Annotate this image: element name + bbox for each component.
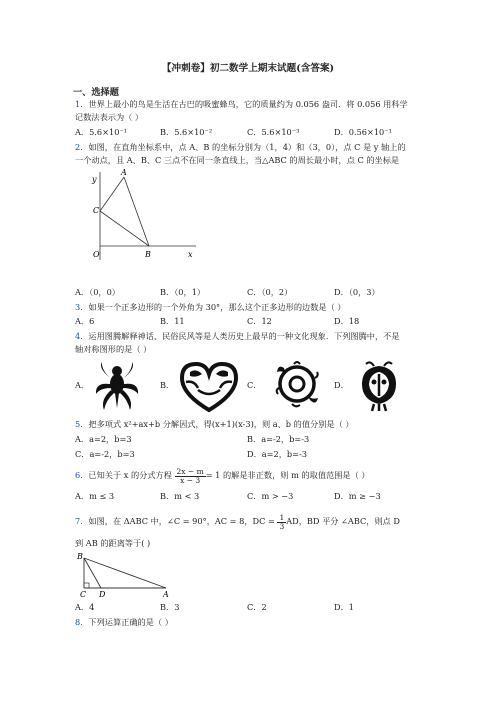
point-a-label: A bbox=[163, 590, 169, 598]
section-heading: 一、选择题 bbox=[73, 87, 119, 98]
option-a: A．（0，0） bbox=[75, 287, 120, 297]
question-1 bbox=[75, 99, 408, 110]
fraction bbox=[277, 514, 286, 531]
question-2-line2: 一个动点，且 A、B、C 三点不在同一条直线上，当△ABC 的周长最小时，点 C 的坐标是 bbox=[75, 155, 400, 165]
totem-dragons-image bbox=[176, 360, 242, 414]
option-a: A．4 bbox=[75, 602, 95, 612]
question-text-cont: = 1 的解是非正数，则 m 的取值范围是（ ） bbox=[205, 470, 370, 480]
point-c-label: C bbox=[80, 590, 87, 598]
question-7 bbox=[75, 511, 400, 531]
option-b: B．a=-2，b=-3 bbox=[247, 434, 310, 444]
option-a: A．5.6×10⁻¹ bbox=[75, 127, 128, 137]
option-c: C．m > −3 bbox=[247, 491, 294, 501]
question-text: 已知关于 x 的分式方程 bbox=[88, 470, 172, 480]
option-a: A．m ≤ 3 bbox=[75, 491, 115, 501]
option-c: C．12 bbox=[247, 316, 272, 326]
point-b-label: B bbox=[77, 552, 83, 561]
question-text-cont: AD，BD 平分 ∠ABC，则点 D bbox=[286, 516, 400, 526]
option-c: C．5.6×10⁻³ bbox=[247, 127, 300, 137]
segment-ba bbox=[84, 558, 166, 588]
x-axis-label: x bbox=[188, 250, 193, 259]
question-3 bbox=[75, 302, 346, 313]
question-4-line2: 轴对称图形的是（ ） bbox=[75, 344, 152, 354]
option-d: D．（0，3） bbox=[334, 287, 380, 297]
fraction bbox=[175, 468, 206, 485]
question-number: 5． bbox=[75, 419, 89, 429]
point-a-label: A bbox=[121, 168, 127, 177]
coordinate-figure bbox=[80, 168, 200, 262]
question-text: 下列运算正确的是（ ） bbox=[88, 617, 173, 627]
point-c-label: C bbox=[93, 206, 100, 215]
option-b: B．11 bbox=[160, 316, 185, 326]
option-d: D．a=2，b=-3 bbox=[247, 449, 307, 459]
question-number: 8． bbox=[75, 617, 89, 627]
question-8 bbox=[75, 617, 173, 628]
question-number: 7． bbox=[75, 516, 89, 526]
page-title: 【冲刺卷】初二数学上期末试题(含答案) bbox=[161, 63, 335, 74]
question-text: 如图，在直角坐标系中，点 A、B 的坐标分别为（1，4）和（3，0），点 C 是 y 轴上的 bbox=[88, 142, 406, 152]
origin-label: O bbox=[93, 250, 100, 259]
right-angle-mark bbox=[84, 583, 89, 588]
question-number: 4． bbox=[75, 331, 89, 341]
question-text: 把多项式 x²+ax+b 分解因式，得(x+1)(x-3)，则 a、b 的值分别是（ ） bbox=[88, 419, 354, 429]
totem-spider-image bbox=[92, 360, 142, 412]
question-text: 运用图腾解释神话、民俗民风等是人类历史上最早的一种文化现象．下列图腾中，不是 bbox=[88, 331, 400, 341]
question-text: 如果一个正多边形的一个外角为 30°，那么这个正多边形的边数是（ ） bbox=[88, 302, 346, 312]
option-a: A．6 bbox=[75, 316, 95, 326]
segment-cb bbox=[100, 211, 149, 246]
option-a: A． bbox=[75, 380, 90, 390]
point-b-label: B bbox=[145, 250, 151, 259]
option-d: D．18 bbox=[334, 316, 360, 326]
option-d: D．0.56×10⁻¹ bbox=[334, 127, 392, 137]
option-c: C．a=-2，b=3 bbox=[75, 449, 135, 459]
question-1-line2: 记数法表示为（ ） bbox=[75, 112, 144, 122]
option-d: D．m ≥ −3 bbox=[334, 491, 381, 501]
question-number: 1． bbox=[75, 99, 89, 109]
question-text: 如图，在 ΔABC 中，∠C = 90°，AC = 8，DC = bbox=[88, 516, 275, 526]
option-b: B．5.6×10⁻² bbox=[160, 127, 213, 137]
question-6 bbox=[75, 465, 370, 485]
triangle-figure bbox=[74, 550, 174, 598]
question-number: 2． bbox=[75, 142, 89, 152]
question-7-line2: 到 AB 的距离等于( ) bbox=[75, 538, 151, 548]
option-a: A．a=2，b=3 bbox=[75, 434, 132, 444]
question-4 bbox=[75, 331, 400, 342]
segment-bd bbox=[84, 558, 101, 588]
totem-beetle-image bbox=[356, 360, 402, 412]
option-d: D． bbox=[334, 380, 349, 390]
fraction-denominator: 3 bbox=[279, 521, 285, 531]
segment-ab bbox=[124, 177, 149, 246]
question-5 bbox=[75, 419, 354, 430]
option-c: C．2 bbox=[247, 602, 267, 612]
option-b: B．m < 3 bbox=[160, 491, 200, 501]
option-c: C． bbox=[247, 380, 262, 390]
y-axis-label: y bbox=[92, 175, 97, 184]
question-2 bbox=[75, 142, 406, 153]
option-b: B．（0，1） bbox=[160, 287, 206, 297]
segment-ac bbox=[100, 177, 124, 211]
fraction-numerator: 2x − m bbox=[176, 466, 204, 476]
totem-circle-dragon-image bbox=[274, 360, 320, 410]
option-b: B． bbox=[160, 380, 175, 390]
option-b: B．3 bbox=[160, 602, 180, 612]
fraction-denominator: x − 3 bbox=[180, 475, 201, 485]
question-number: 6． bbox=[75, 470, 89, 480]
question-number: 3． bbox=[75, 302, 89, 312]
question-text: 世界上最小的鸟是生活在古巴的吸蜜蜂鸟，它的质量约为 0.056 盎司．将 0.056 用科学 bbox=[88, 99, 408, 109]
option-c: C．（0，2） bbox=[247, 287, 293, 297]
fraction-numerator: 1 bbox=[279, 512, 285, 522]
option-d: D．1 bbox=[334, 602, 354, 612]
point-d-label: D bbox=[99, 590, 106, 598]
